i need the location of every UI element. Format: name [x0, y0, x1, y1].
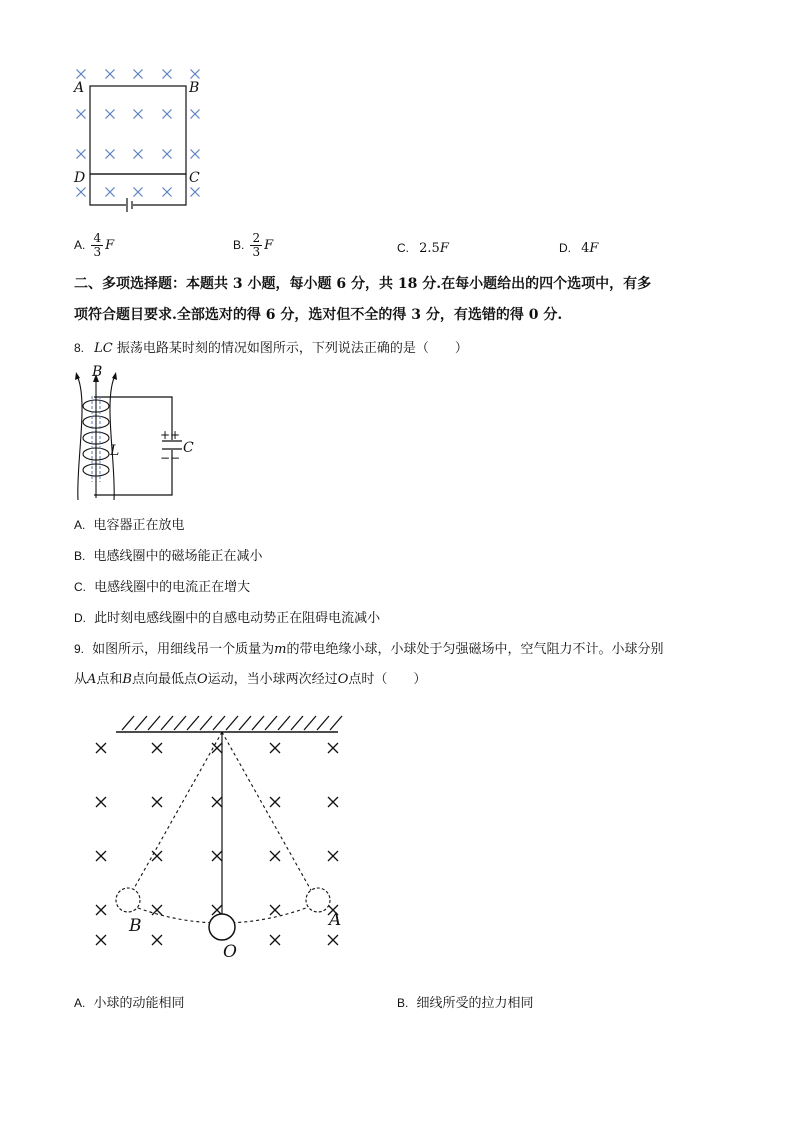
string-dashed-left: [132, 732, 222, 892]
hatch-line: [330, 716, 342, 730]
cross-mark: [96, 797, 106, 807]
fig-pendulum-label-o: O: [223, 942, 237, 962]
q8-option-a[interactable]: A. 电容器正在放电: [74, 518, 185, 533]
ball-b-dashed: [116, 888, 140, 912]
hatch-line: [265, 716, 277, 730]
hatch-line: [200, 716, 212, 730]
q7-option-a[interactable]: A. $\frac{4}{3}$ F: [74, 231, 115, 259]
section2-line2: 项符合题目要求.全部选对的得 6 分，选对但不全的得 3 分，有选错的得 0 分.: [74, 307, 563, 323]
cross-mark: [77, 150, 86, 159]
hatch-line: [122, 716, 134, 730]
fig1-label-d: D: [74, 170, 86, 186]
cross-mark: [270, 905, 280, 915]
hatch-line: [304, 716, 316, 730]
lc-variable: LC: [94, 341, 113, 356]
option-letter: C.: [397, 241, 409, 255]
hatch-line: [161, 716, 173, 730]
fig-pendulum-label-a: A: [329, 910, 342, 930]
fraction: $\frac{4}{3}$: [93, 231, 102, 259]
q7-option-b[interactable]: B. $\frac{2}{3}$ F: [233, 231, 274, 259]
hatch-line: [135, 716, 147, 730]
question-number: 9.: [74, 642, 85, 656]
question-number: 8.: [74, 341, 85, 355]
ball-o: [209, 914, 235, 940]
cross-mark: [152, 797, 162, 807]
cross-mark: [96, 905, 106, 915]
q8-stem: 8. LC 振荡电路某时刻的情况如图所示，下列说法正确的是（ ）: [74, 341, 468, 356]
q8-option-d[interactable]: D. 此时刻电感线圈中的自感电动势正在阻碍电流减小: [74, 611, 381, 626]
cross-mark: [163, 70, 172, 79]
cross-mark: [134, 150, 143, 159]
q9-option-b[interactable]: B. 细线所受的拉力相同: [397, 996, 534, 1011]
cross-mark: [152, 743, 162, 753]
fig-lc-label-l: L: [110, 443, 120, 459]
cross-mark: [191, 110, 200, 119]
ceiling-hatching: [122, 716, 342, 730]
cross-mark: [134, 188, 143, 197]
cross-mark: [152, 851, 162, 861]
cross-mark: [328, 935, 338, 945]
hatch-line: [174, 716, 186, 730]
cross-mark: [212, 851, 222, 861]
cross-mark: [96, 743, 106, 753]
fig-lc-label-b: B: [92, 364, 103, 380]
fig-lc-minus-signs: −−: [160, 451, 181, 465]
fraction: $\frac{2}{3}$: [252, 231, 261, 259]
option-letter: A.: [74, 238, 86, 252]
loop-rect: [90, 86, 186, 174]
string-dashed-right: [222, 732, 312, 892]
fig-pendulum-label-b: B: [129, 916, 142, 936]
q7-option-c[interactable]: C. 2.5F: [397, 241, 449, 256]
option-letter: D.: [559, 241, 571, 255]
cross-mark: [270, 743, 280, 753]
cross-mark: [270, 935, 280, 945]
q9-stem-line1: 9. 如图所示，用细线吊一个质量为m的带电绝缘小球，小球处于匀强磁场中，空气阻力不计。小球分别: [74, 642, 664, 657]
cross-mark: [77, 110, 86, 119]
cross-mark: [152, 935, 162, 945]
q9-option-a[interactable]: A. 小球的动能相同: [74, 996, 185, 1011]
cross-mark: [106, 150, 115, 159]
cross-mark: [134, 110, 143, 119]
cross-mark: [191, 150, 200, 159]
cross-mark: [191, 188, 200, 197]
cross-mark: [270, 851, 280, 861]
hatch-line: [226, 716, 238, 730]
fig-lc-plus-signs: ++: [160, 428, 181, 442]
cross-mark: [163, 150, 172, 159]
hatch-line: [252, 716, 264, 730]
q9-stem-line2: 从A点和B点向最低点O运动，当小球两次经过O点时（ ）: [74, 672, 427, 687]
hatch-line: [148, 716, 160, 730]
bottom-wire: [90, 174, 186, 205]
cross-mark: [106, 110, 115, 119]
cross-mark: [212, 797, 222, 807]
cross-mark: [134, 70, 143, 79]
section2-line1: 二、多项选择题：本题共 3 小题，每小题 6 分，共 18 分.在每小题给出的四个选项中，有多: [74, 276, 652, 292]
cross-mark: [96, 935, 106, 945]
hatch-line: [278, 716, 290, 730]
cross-mark: [77, 188, 86, 197]
q8-option-c[interactable]: C. 电感线圈中的电流正在增大: [74, 580, 251, 595]
q8-option-b[interactable]: B. 电感线圈中的磁场能正在减小: [74, 549, 263, 564]
cross-mark: [328, 797, 338, 807]
cross-mark: [96, 851, 106, 861]
cross-mark: [270, 797, 280, 807]
hatch-line: [291, 716, 303, 730]
circuit-wire: [94, 397, 172, 495]
cross-mark: [328, 743, 338, 753]
cross-mark: [106, 188, 115, 197]
cross-mark: [77, 70, 86, 79]
option-letter: B.: [233, 238, 245, 252]
q7-option-d[interactable]: D. 4F: [559, 241, 599, 256]
fig1-label-b: B: [189, 80, 200, 96]
fig1-label-a: A: [74, 80, 85, 96]
cross-mark: [163, 110, 172, 119]
cross-mark: [163, 188, 172, 197]
fig1-label-c: C: [189, 170, 200, 186]
ball-a-dashed: [306, 888, 330, 912]
fig-lc-label-c: C: [183, 440, 194, 456]
hatch-line: [317, 716, 329, 730]
cross-mark: [328, 851, 338, 861]
hatch-line: [213, 716, 225, 730]
hatch-line: [187, 716, 199, 730]
cross-mark: [191, 70, 200, 79]
hatch-line: [239, 716, 251, 730]
cross-mark: [106, 70, 115, 79]
